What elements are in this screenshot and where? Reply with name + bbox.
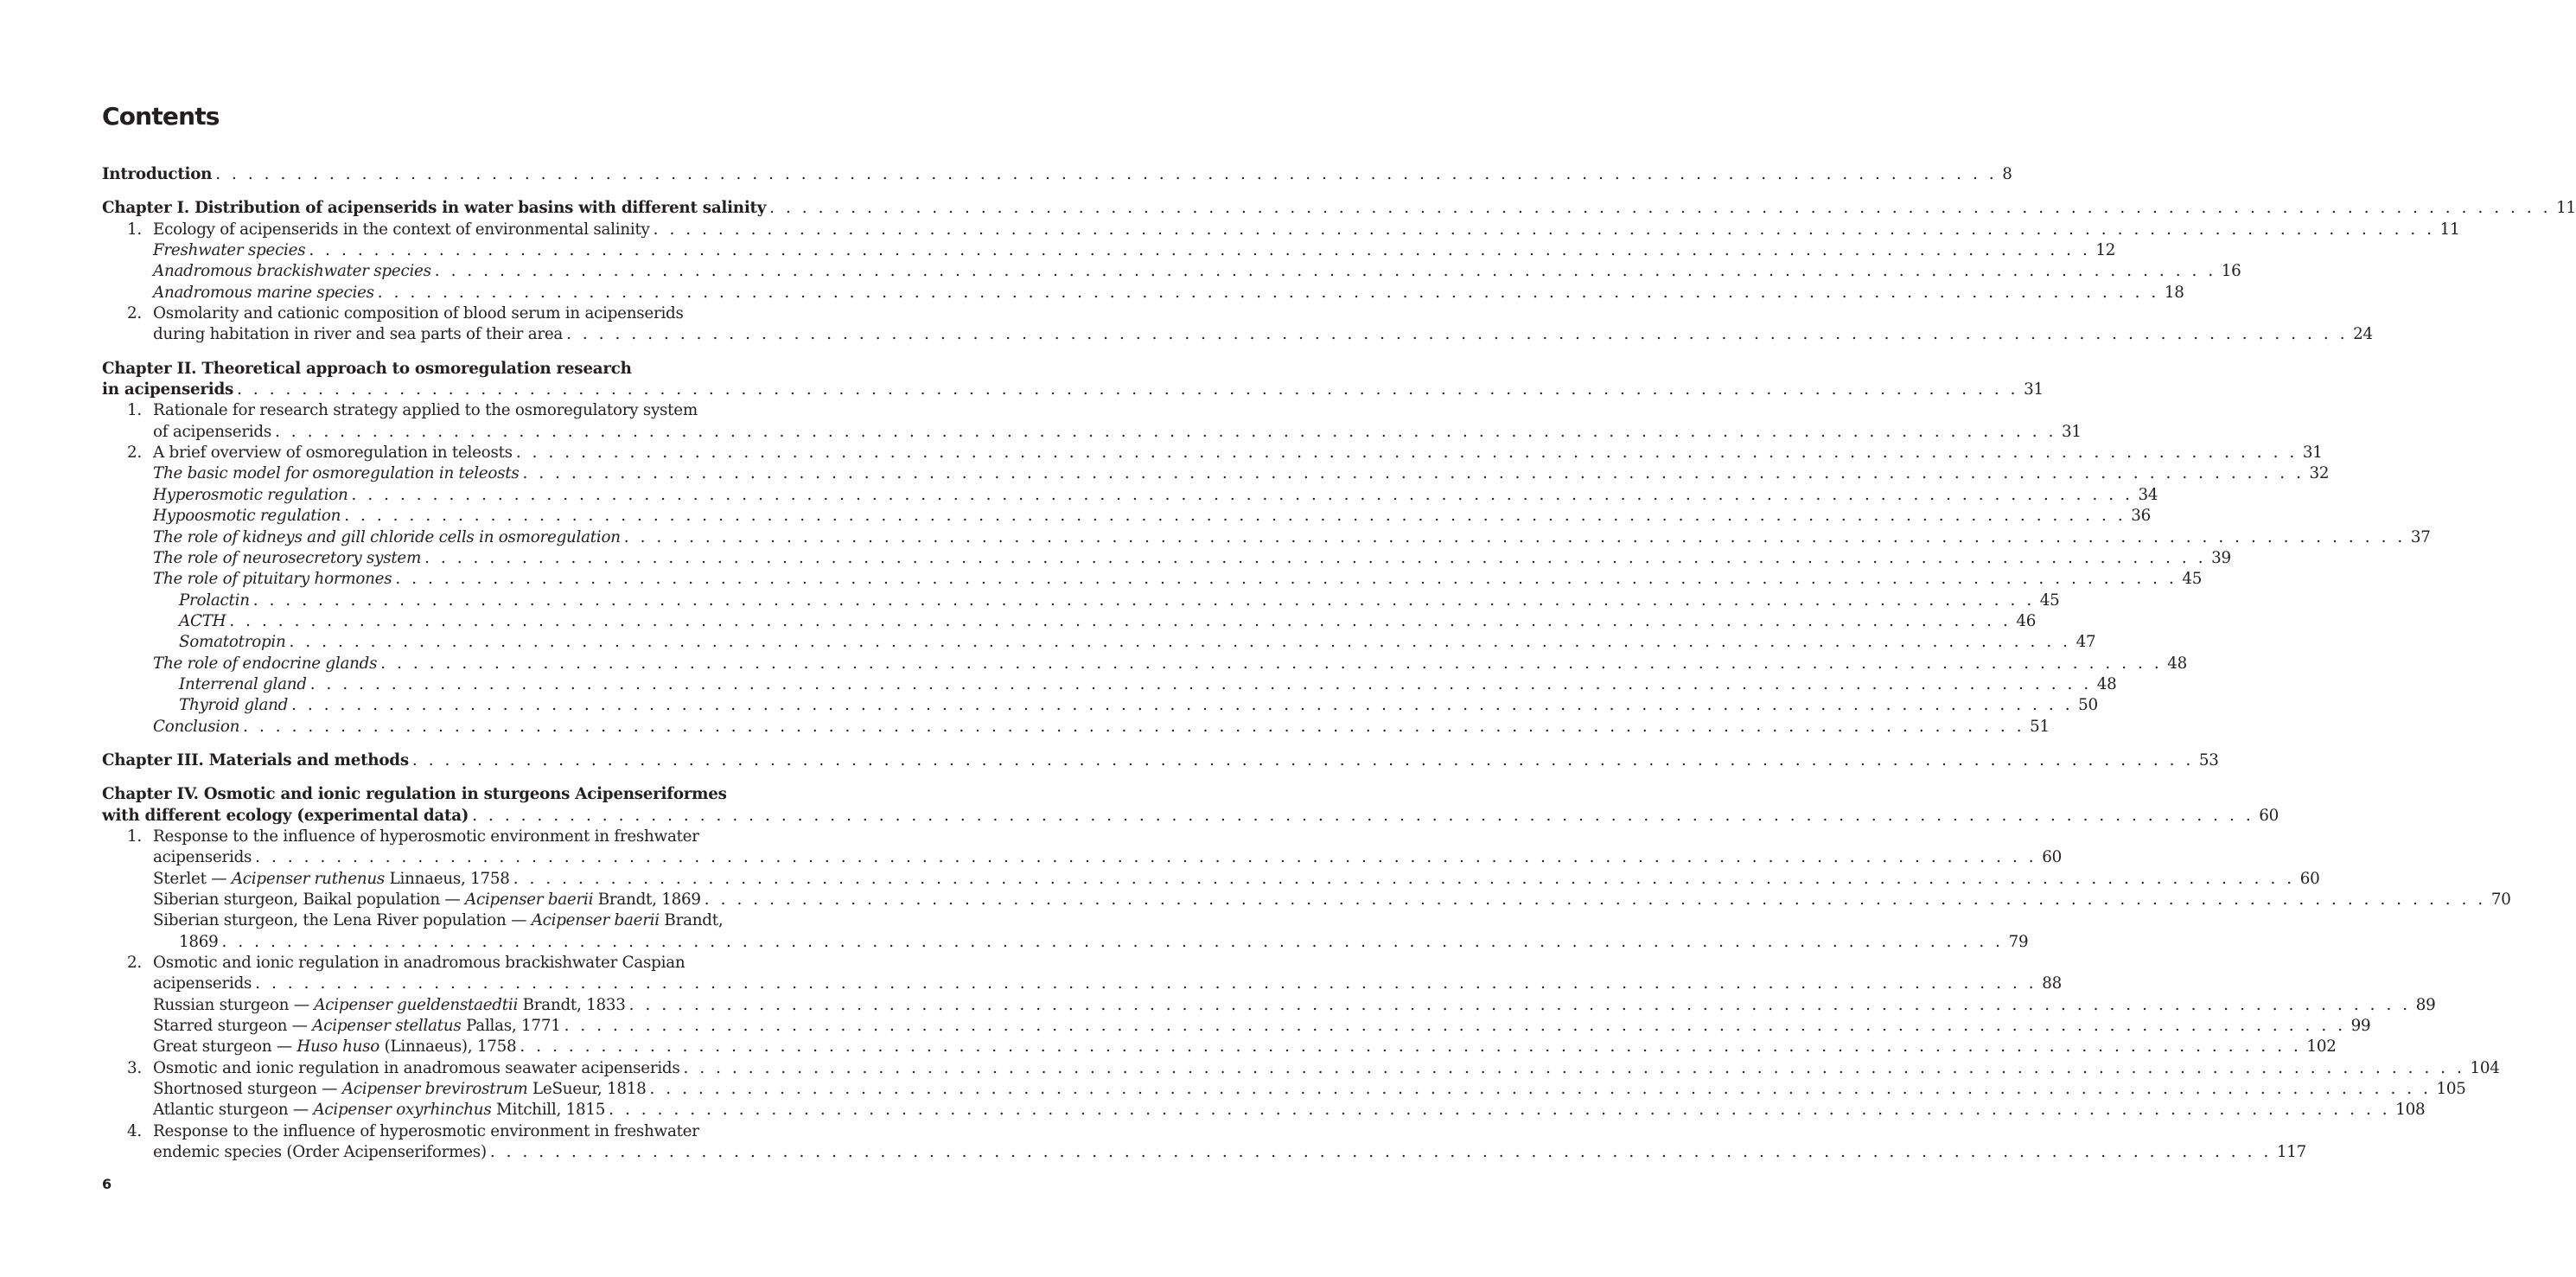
toc-entry-4-4-line2[interactable]: endemic species (Order Acipenseriformes) . . . 117 [102, 1142, 792, 1163]
toc-entry-chapter-1[interactable]: Chapter I. Distribution of acipenserids in water basins with different salinity . . . 11 [102, 198, 792, 219]
toc-entry-4-2-a[interactable]: Russian sturgeon — Acipenser gueldenstaedtii Brandt, 1833 . . . 89 [102, 995, 792, 1016]
toc-entry-introduction[interactable]: Introduction . . . 8 [102, 164, 792, 185]
table-of-contents [102, 164, 2576, 1163]
toc-entry-chapter-2-line1[interactable]: Chapter II. Theoretical approach to osmoregulation research [102, 359, 632, 378]
toc-entry-chapter-3[interactable]: Chapter III. Materials and methods . . . 53 [102, 750, 792, 771]
toc-entry-1-1-c[interactable]: Anadromous marine species . . . 18 [102, 283, 792, 303]
toc-entry-2-1-line1[interactable]: 1. Rationale for research strategy applied to the osmoregulatory system [127, 401, 698, 420]
toc-entry-2-2-b[interactable]: Hyperosmotic regulation . . . 34 [102, 485, 792, 506]
toc-entry-chapter-2-line2[interactable]: in acipenserids . . . 31 [102, 380, 792, 400]
toc-entry-2-1-line2[interactable]: of acipenserids . . . 31 [102, 422, 792, 443]
toc-entry-2-2-f[interactable]: The role of pituitary hormones . . . 45 [102, 569, 792, 590]
toc-entry-2-2-d[interactable]: The role of kidneys and gill chloride cells in osmoregulation . . . 37 [102, 527, 792, 548]
toc-entry-2-2-f-3[interactable]: Somatotropin . . . 47 [102, 632, 792, 653]
toc-entry-4-2-line1[interactable]: 2. Osmotic and ionic regulation in anadromous brackishwater Caspian [127, 954, 685, 973]
toc-entry-4-3-a[interactable]: Shortnosed sturgeon — Acipenser brevirostrum LeSueur, 1818 . . . 105 [102, 1079, 792, 1100]
toc-entry-2-2-f-1[interactable]: Prolactin . . . 45 [102, 591, 792, 611]
toc-entry-4-1-b[interactable]: Siberian sturgeon, Baikal population — Acipenser baerii Brandt, 1869 . . . 70 [102, 890, 792, 910]
toc-entry-4-1-line2[interactable]: acipenserids . . . 60 [102, 847, 792, 868]
toc-entry-4-2-line2[interactable]: acipenserids . . . 88 [102, 974, 792, 994]
toc-entry-2-2-g[interactable]: The role of endocrine glands . . . 48 [102, 654, 792, 674]
toc-entry-4-1-line1[interactable]: 1. Response to the influence of hyperosmotic environment in freshwater [127, 827, 699, 846]
toc-entry-2-2-g-1[interactable]: Interrenal gland . . . 48 [102, 674, 792, 695]
toc-entry-2-2[interactable]: 2. A brief overview of osmoregulation in teleosts . . . 31 [102, 443, 792, 463]
toc-entry-4-2-c[interactable]: Great sturgeon — Huso huso (Linnaeus), 1758 . . . 102 [102, 1037, 792, 1057]
toc-entry-4-4-line1[interactable]: 4. Response to the influence of hyperosmotic environment in freshwater [127, 1121, 699, 1140]
toc-entry-4-3-b[interactable]: Atlantic sturgeon — Acipenser oxyrhinchus Mitchill, 1815 . . . 108 [102, 1100, 792, 1121]
toc-entry-4-1-c-line1[interactable]: Siberian sturgeon, the Lena River population — Acipenser baerii Brandt, [153, 911, 724, 930]
toc-entry-chapter-4-line1[interactable]: Chapter IV. Osmotic and ionic regulation in sturgeons Acipenseriformes [102, 785, 727, 804]
toc-entry-1-2-line1[interactable]: 2. Osmolarity and cationic composition of blood serum in acipenserids [127, 304, 684, 323]
page-title: Contents [102, 102, 220, 131]
toc-entry-2-2-a[interactable]: The basic model for osmoregulation in teleosts . . . 32 [102, 463, 792, 484]
toc-entry-1-1-a[interactable]: Freshwater species . . . 12 [102, 240, 792, 261]
toc-entry-1-1-b[interactable]: Anadromous brackishwater species . . . 16 [102, 261, 792, 282]
toc-entry-4-1-a[interactable]: Sterlet — Acipenser ruthenus Linnaeus, 1758 . . . 60 [102, 869, 792, 890]
toc-entry-4-2-b[interactable]: Starred sturgeon — Acipenser stellatus Pallas, 1771 . . . 99 [102, 1016, 792, 1037]
toc-entry-1-2-line2[interactable]: during habitation in river and sea parts of their area . . . 24 [102, 324, 792, 345]
page-number: 6 [102, 1176, 112, 1192]
toc-entry-1-1[interactable]: 1. Ecology of acipenserids in the context of environmental salinity . . . 11 [102, 220, 792, 240]
toc-entry-2-2-c[interactable]: Hypoosmotic regulation . . . 36 [102, 506, 792, 527]
toc-entry-chapter-4-line2[interactable]: with different ecology (experimental data) . . . 60 [102, 806, 792, 827]
toc-entry-2-2-e[interactable]: The role of neurosecretory system . . . 39 [102, 548, 792, 569]
toc-entry-2-2-g-2[interactable]: Thyroid gland . . . 50 [102, 695, 792, 716]
toc-entry-4-1-c-line2[interactable]: 1869 . . . 79 [102, 932, 792, 953]
toc-entry-4-3[interactable]: 3. Osmotic and ionic regulation in anadromous seawater acipenserids . . . 104 [102, 1058, 792, 1079]
toc-entry-2-2-h[interactable]: Conclusion . . . 51 [102, 717, 792, 737]
toc-entry-2-2-f-2[interactable]: ACTH . . . 46 [102, 611, 792, 632]
